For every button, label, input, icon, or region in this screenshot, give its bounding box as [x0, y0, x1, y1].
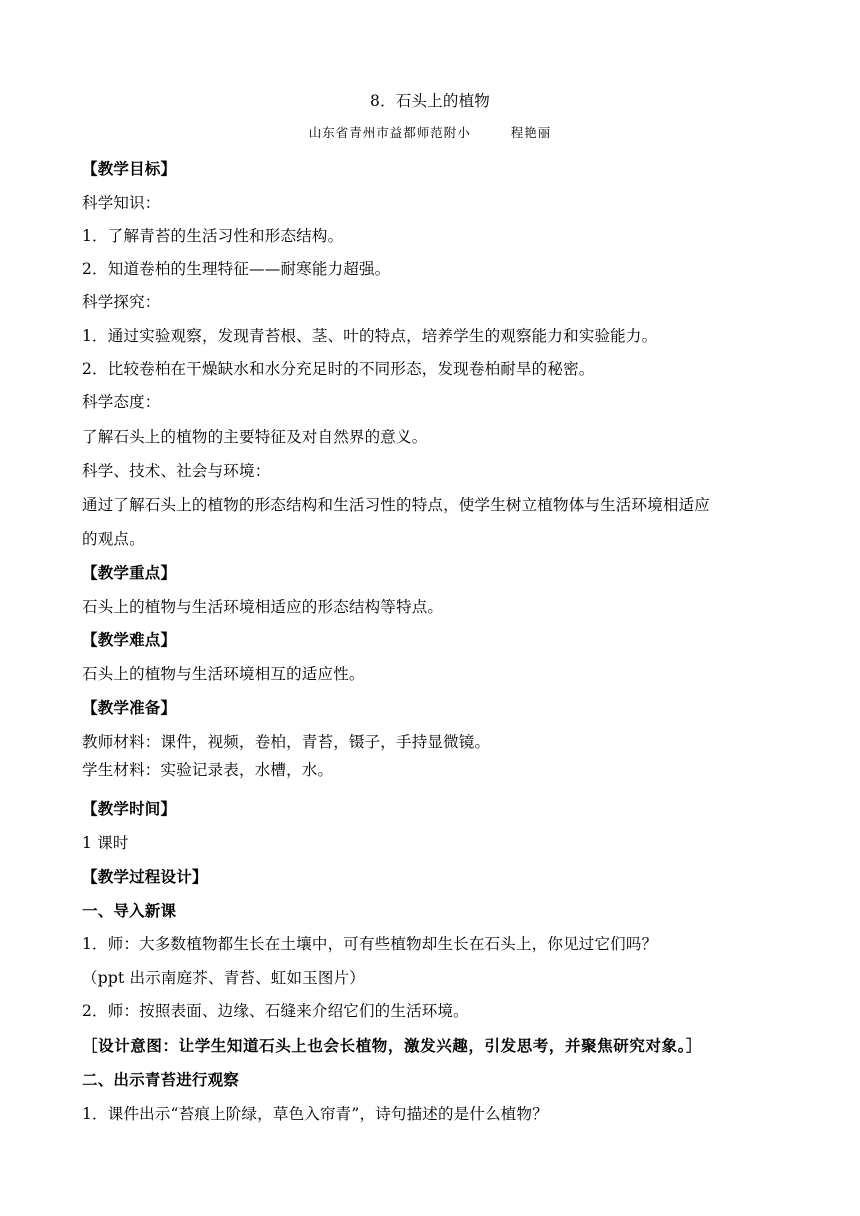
- paragraph: 了解石头上的植物的主要特征及对自然界的意义。: [82, 428, 428, 446]
- design-intent-note: ［设计意图：让学生知道石头上也会长植物，激发兴趣，引发思考，并聚焦研究对象。］: [82, 1037, 703, 1055]
- heading-teaching-objectives: 【教学目标】: [82, 160, 177, 178]
- paragraph-continuation: 的观点。: [82, 530, 145, 548]
- document-title: 8．石头上的植物: [370, 92, 490, 110]
- paragraph: 石头上的植物与生活环境相互的适应性。: [82, 665, 365, 683]
- section-heading-introduction: 一、导入新课: [82, 902, 177, 920]
- paragraph: 通过了解石头上的植物的形态结构和生活习性的特点，使学生树立植物体与生活环境相适应: [82, 496, 711, 514]
- paragraph: 1 课时: [82, 834, 129, 852]
- paragraph: 石头上的植物与生活环境相适应的形态结构等特点。: [82, 598, 444, 616]
- heading-key-points: 【教学重点】: [82, 564, 177, 582]
- subheading-science-attitude: 科学态度：: [82, 393, 161, 411]
- subheading-science-inquiry: 科学探究：: [82, 293, 161, 311]
- heading-preparation: 【教学准备】: [82, 699, 177, 717]
- heading-teaching-time: 【教学时间】: [82, 800, 177, 818]
- heading-difficulties: 【教学难点】: [82, 631, 177, 649]
- paragraph: 2．知道卷柏的生理特征——耐寒能力超强。: [82, 260, 391, 278]
- paragraph: 教师材料：课件，视频，卷柏，青苔，镊子，手持显微镜。: [82, 733, 491, 751]
- paragraph: 1．师：大多数植物都生长在土壤中，可有些植物却生长在石头上，你见过它们吗？: [82, 935, 658, 953]
- paragraph: 1．了解青苔的生活习性和形态结构。: [82, 227, 344, 245]
- subheading-sts: 科学、技术、社会与环境：: [82, 462, 271, 480]
- author-line: 山东省青州市益都师范附小 程艳丽: [308, 125, 552, 140]
- paragraph: （ppt 出示南庭芥、青苔、虹如玉图片）: [82, 969, 366, 987]
- section-heading-observation: 二、出示青苔进行观察: [82, 1071, 240, 1089]
- paragraph: 2．比较卷柏在干燥缺水和水分充足时的不同形态，发现卷柏耐旱的秘密。: [82, 360, 595, 378]
- paragraph: 1．通过实验观察，发现青苔根、茎、叶的特点，培养学生的观察能力和实验能力。: [82, 327, 658, 345]
- paragraph: 学生材料：实验记录表，水槽，水。: [82, 761, 334, 779]
- paragraph: 1．课件出示“苔痕上阶绿，草色入帘青”，诗句描述的是什么植物？: [82, 1105, 548, 1123]
- subheading-science-knowledge: 科学知识：: [82, 194, 161, 212]
- heading-process-design: 【教学过程设计】: [82, 868, 208, 886]
- paragraph: 2．师：按照表面、边缘、石缝来介绍它们的生活环境。: [82, 1002, 469, 1020]
